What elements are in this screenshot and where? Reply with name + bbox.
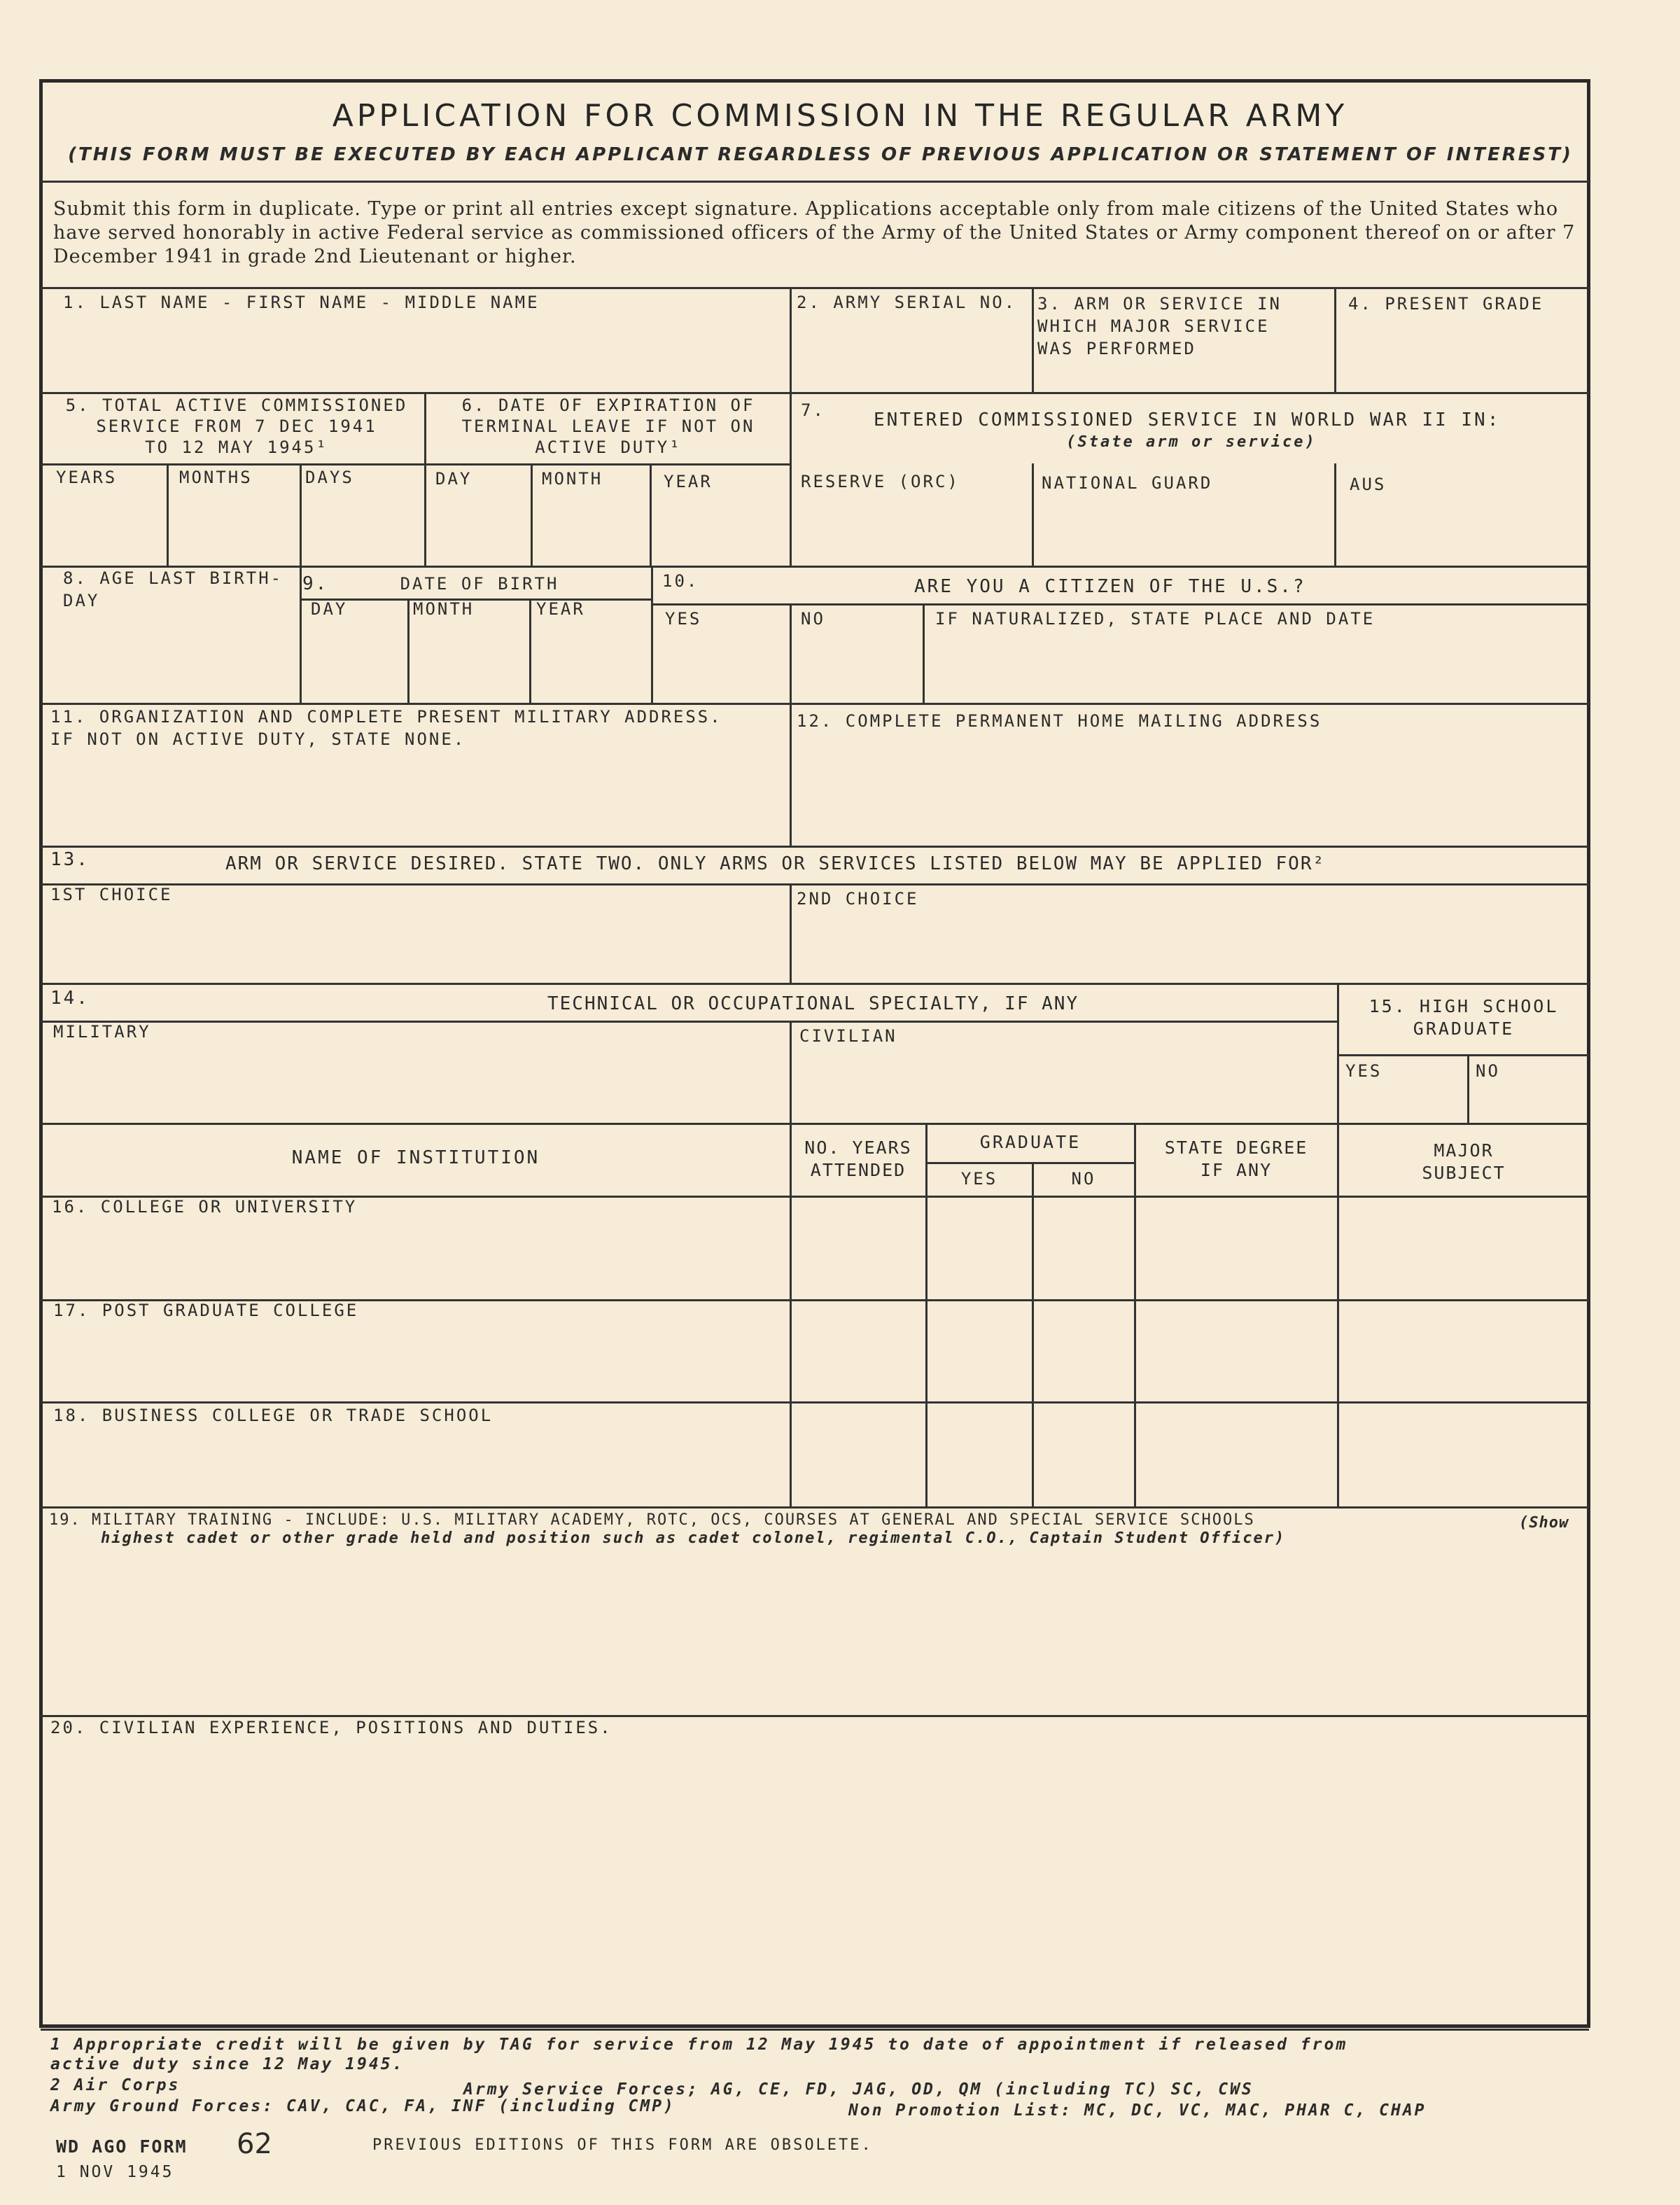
divider — [651, 566, 653, 703]
field-9-num: 9. — [302, 573, 329, 594]
divider — [407, 598, 410, 703]
field-9-year: YEAR — [536, 599, 585, 619]
field-10-num: 10. — [662, 571, 699, 591]
field-6-leave-label: 6. DATE OF EXPIRATION OF TERMINAL LEAVE IF NOT ON ACTIVE DUTY¹ — [461, 396, 755, 457]
field-14-military: MILITARY — [53, 1022, 151, 1042]
form-date: 1 NOV 1945 — [56, 2163, 174, 2181]
field-9-day: DAY — [311, 599, 348, 619]
field-10-naturalized: IF NATURALIZED, STATE PLACE AND DATE — [935, 609, 1376, 629]
field-5-days: DAYS — [305, 468, 354, 487]
instructions: Submit this form in duplicate. Type or print all entries except signature. Applications acceptable only from male citizens of the United States who have served honorably in active Federal service as commissioned officers of the Army of the United States or Army component thereof on or after 7 December 1941 in grade 2nd Lieutenant or higher. — [53, 198, 1576, 267]
divider — [41, 287, 1589, 289]
field-15-no: NO — [1476, 1061, 1500, 1081]
footnote-2a: 2 Air Corps — [50, 2076, 181, 2094]
field-15-label: 15. HIGH SCHOOL GRADUATE — [1368, 996, 1559, 1039]
field-15-yes: YES — [1345, 1061, 1382, 1081]
field-6-month: MONTH — [542, 469, 603, 489]
footnote-2b: Army Service Forces; AG, CE, FD, JAG, OD, QM (including TC) SC, CWS — [463, 2080, 1254, 2099]
divider — [925, 1162, 1134, 1164]
obsolete-notice: PREVIOUS EDITIONS OF THIS FORM ARE OBSOLETE. — [372, 2136, 873, 2154]
divider — [41, 1506, 1589, 1508]
divider — [650, 463, 652, 566]
field-17-postgrad-label: 17. POST GRADUATE COLLEGE — [53, 1301, 359, 1320]
divider — [1032, 287, 1034, 393]
divider — [1337, 1054, 1589, 1056]
field-7-label: ENTERED COMMISSIONED SERVICE IN WORLD WAR II IN: — [874, 410, 1501, 430]
field-5-years: YEARS — [56, 468, 118, 487]
edu-graduate-header: GRADUATE — [979, 1132, 1082, 1152]
field-13-second: 2ND CHOICE — [797, 889, 919, 909]
edu-years-header: NO. YEARS ATTENDED — [804, 1138, 912, 1180]
divider — [1334, 463, 1336, 566]
form-number: 62 — [237, 2128, 272, 2160]
edu-major-header: MAJOR SUBJECT — [1422, 1140, 1506, 1183]
divider — [41, 181, 1589, 183]
edu-name-header: NAME OF INSTITUTION — [291, 1147, 540, 1168]
divider — [424, 392, 426, 566]
divider — [790, 1021, 792, 1123]
field-6-day: DAY — [435, 469, 472, 489]
field-10-no: NO — [801, 609, 825, 629]
field-4-grade-label: 4. PRESENT GRADE — [1348, 294, 1544, 314]
divider — [1334, 287, 1336, 393]
field-3-arm-label: 3. ARM OR SERVICE IN WHICH MAJOR SERVICE WAS PERFORMED — [1037, 294, 1282, 358]
divider — [651, 603, 1589, 606]
field-12-home-label: 12. COMPLETE PERMANENT HOME MAILING ADDRESS — [797, 711, 1322, 731]
field-14-label: TECHNICAL OR OCCUPATIONAL SPECIALTY, IF ANY — [547, 993, 1079, 1014]
field-13-first: 1ST CHOICE — [50, 885, 173, 904]
edu-no-header: NO — [1071, 1169, 1096, 1189]
divider — [923, 603, 925, 703]
field-19-note-b: highest cadet or other grade held and position such as cadet colonel, regimental C.O., Captain Student Officer) — [101, 1530, 1286, 1547]
divider — [41, 2029, 1589, 2031]
divider — [41, 1021, 1337, 1023]
divider — [41, 883, 1589, 886]
field-14-civilian: CIVILIAN — [799, 1026, 897, 1046]
divider — [300, 463, 302, 703]
form-title: APPLICATION FOR COMMISSION IN THE REGULAR ARMY — [332, 98, 1348, 134]
edu-yes-header: YES — [960, 1169, 998, 1189]
divider — [41, 392, 1589, 394]
edu-degree-header: STATE DEGREE IF ANY — [1164, 1138, 1308, 1180]
divider — [41, 1123, 1589, 1125]
field-7-aus: AUS — [1350, 475, 1387, 494]
footnote-2c: Army Ground Forces: CAV, CAC, FA, INF (including CMP) — [50, 2097, 676, 2115]
field-10-yes: YES — [665, 609, 702, 629]
field-10-label: ARE YOU A CITIZEN OF THE U.S.? — [914, 576, 1306, 597]
footnote-1b: active duty since 12 May 1945. — [50, 2055, 405, 2073]
footnote-1a: 1 Appropriate credit will be given by TAG for service from 12 May 1945 to date of appointment if released from — [50, 2036, 1348, 2054]
field-19-training-label: 19. MILITARY TRAINING - INCLUDE: U.S. MILITARY ACADEMY, ROTC, OCS, COURSES AT GENERAL AND SPECIAL SERVICE SCHOOLS — [49, 1511, 1255, 1529]
divider — [790, 603, 792, 703]
divider — [1467, 1054, 1469, 1123]
footnote-2d: Non Promotion List: MC, DC, VC, MAC, PHAR C, CHAP — [848, 2101, 1427, 2120]
divider — [41, 703, 1589, 705]
form-id-label: WD AGO FORM — [56, 2136, 188, 2157]
field-11-address-label: 11. ORGANIZATION AND COMPLETE PRESENT MILITARY ADDRESS. IF NOT ON ACTIVE DUTY, STATE NONE. — [50, 707, 722, 749]
divider — [531, 463, 533, 566]
field-5-service-label: 5. TOTAL ACTIVE COMMISSIONED SERVICE FROM 7 DEC 1941 TO 12 MAY 1945¹ — [65, 396, 408, 457]
field-7-reserve: RESERVE (ORC) — [801, 472, 960, 491]
divider — [1032, 1162, 1034, 1506]
divider — [41, 463, 790, 465]
divider — [167, 463, 169, 566]
field-8-age-label: 8. AGE LAST BIRTH- DAY — [63, 568, 284, 610]
field-5-months: MONTHS — [179, 468, 253, 487]
field-13-num: 13. — [50, 849, 90, 870]
field-7-note: (State arm or service) — [1066, 433, 1317, 451]
field-7-num: 7. — [801, 400, 825, 420]
field-9-month: MONTH — [413, 599, 475, 619]
divider — [790, 287, 792, 567]
divider — [41, 983, 1589, 985]
divider — [529, 598, 531, 703]
field-18-business-label: 18. BUSINESS COLLEGE OR TRADE SCHOOL — [53, 1406, 493, 1425]
form-subtitle: (THIS FORM MUST BE EXECUTED BY EACH APPLICANT REGARDLESS OF PREVIOUS APPLICATION OR STATEMENT OF INTEREST) — [68, 144, 1573, 165]
divider — [790, 883, 792, 983]
field-14-num: 14. — [50, 988, 90, 1009]
divider — [41, 1401, 1589, 1404]
field-1-name-label: 1. LAST NAME - FIRST NAME - MIDDLE NAME — [63, 293, 540, 312]
field-7-guard: NATIONAL GUARD — [1042, 473, 1213, 493]
field-19-note-a: (Show — [1519, 1514, 1569, 1532]
field-20-civilian-label: 20. CIVILIAN EXPERIENCE, POSITIONS AND DUTIES. — [50, 1718, 612, 1737]
divider — [1032, 463, 1034, 566]
field-2-serial-label: 2. ARMY SERIAL NO. — [797, 293, 1017, 312]
field-13-label: ARM OR SERVICE DESIRED. STATE TWO. ONLY ARMS OR SERVICES LISTED BELOW MAY BE APPLIED FOR² — [225, 853, 1326, 874]
divider — [300, 598, 651, 601]
divider — [41, 846, 1589, 848]
field-6-year: YEAR — [664, 472, 713, 491]
divider — [790, 703, 792, 846]
field-16-college-label: 16. COLLEGE OR UNIVERSITY — [52, 1197, 358, 1217]
field-9-label: DATE OF BIRTH — [400, 574, 559, 594]
